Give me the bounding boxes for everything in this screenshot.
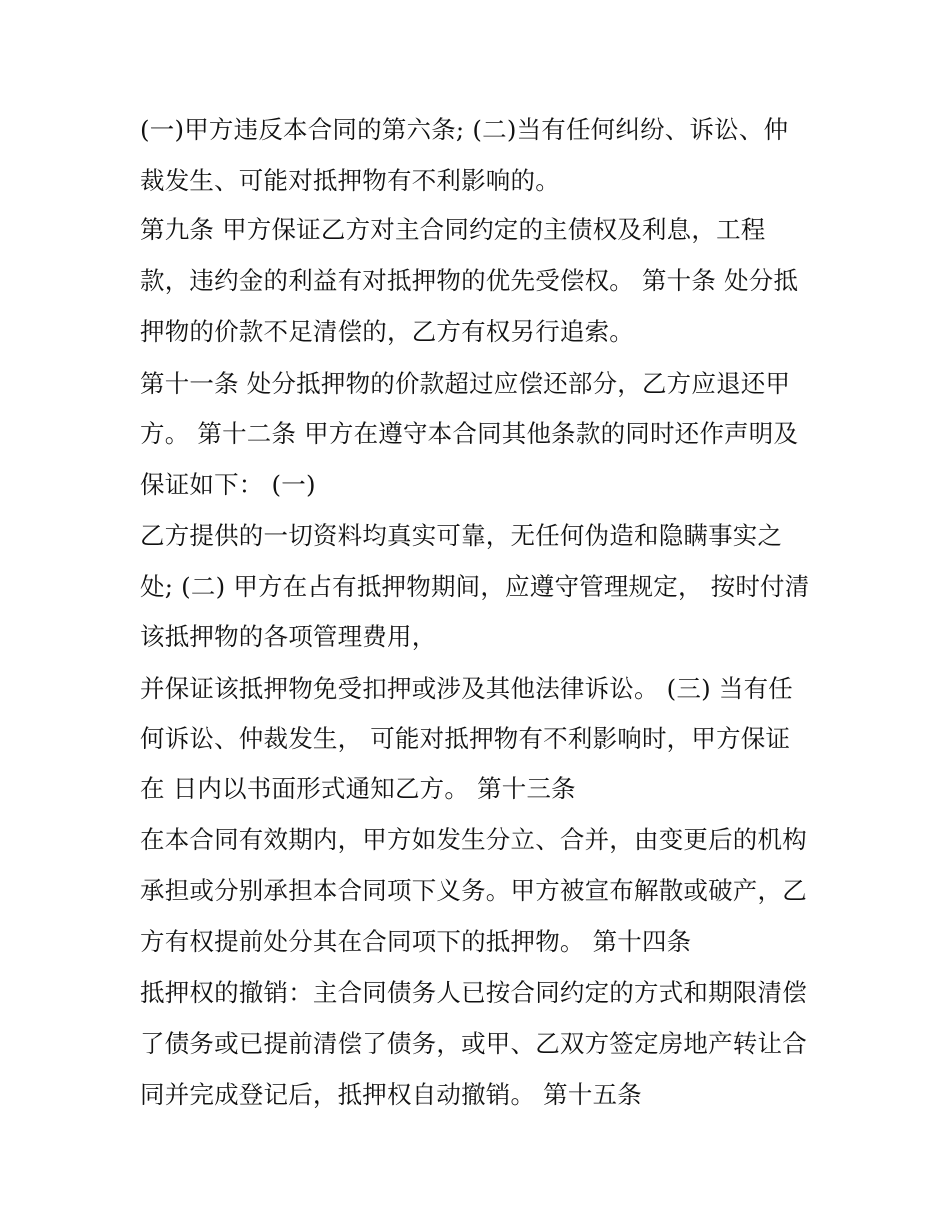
text-line: 方有权提前处分其在合同项下的抵押物。 第十四条 <box>140 927 692 956</box>
text-line: 该抵押物的各项管理费用， <box>140 622 437 651</box>
text-line: 保证如下： (一) <box>140 470 316 499</box>
text-line: (一)甲方违反本合同的第六条; (二)当有任何纠纷、诉讼、仲 <box>140 115 789 144</box>
text-line: 方。 第十二条 甲方在遵守本合同其他条款的同时还作声明及 <box>140 419 799 448</box>
text-line: 抵押权的撤销：主合同债务人已按合同约定的方式和期限清偿 <box>140 978 807 1007</box>
text-line: 第十一条 处分抵押物的价款超过应偿还部分，乙方应退还甲 <box>140 369 791 398</box>
text-line: 在 日内以书面形式通知乙方。 第十三条 <box>140 774 576 803</box>
text-line: 款，违约金的利益有对抵押物的优先受偿权。 第十条 处分抵 <box>140 266 799 295</box>
text-line: 裁发生、可能对抵押物有不利影响的。 <box>140 166 560 195</box>
text-line: 处; (二) 甲方在占有抵押物期间，应遵守管理规定， 按时付清 <box>140 572 810 601</box>
text-line: 在本合同有效期内，甲方如发生分立、合并，由变更后的机构 <box>140 825 807 854</box>
text-line: 同并完成登记后，抵押权自动撤销。 第十五条 <box>140 1080 642 1109</box>
text-line: 并保证该抵押物免受扣押或涉及其他法律诉讼。 (三) 当有任 <box>140 674 793 703</box>
text-line: 承担或分别承担本合同项下义务。甲方被宣布解散或破产，乙 <box>140 876 807 905</box>
text-line: 乙方提供的一切资料均真实可靠，无任何伪造和隐瞒事实之 <box>140 521 783 550</box>
text-line: 押物的价款不足清偿的，乙方有权另行追索。 <box>140 317 634 346</box>
text-line: 了债务或已提前清偿了债务，或甲、乙双方签定房地产转让合 <box>140 1029 807 1058</box>
text-line: 第九条 甲方保证乙方对主合同约定的主债权及利息，工程 <box>140 215 766 244</box>
text-line: 何诉讼、仲裁发生， 可能对抵押物有不利影响时，甲方保证 <box>140 724 791 753</box>
